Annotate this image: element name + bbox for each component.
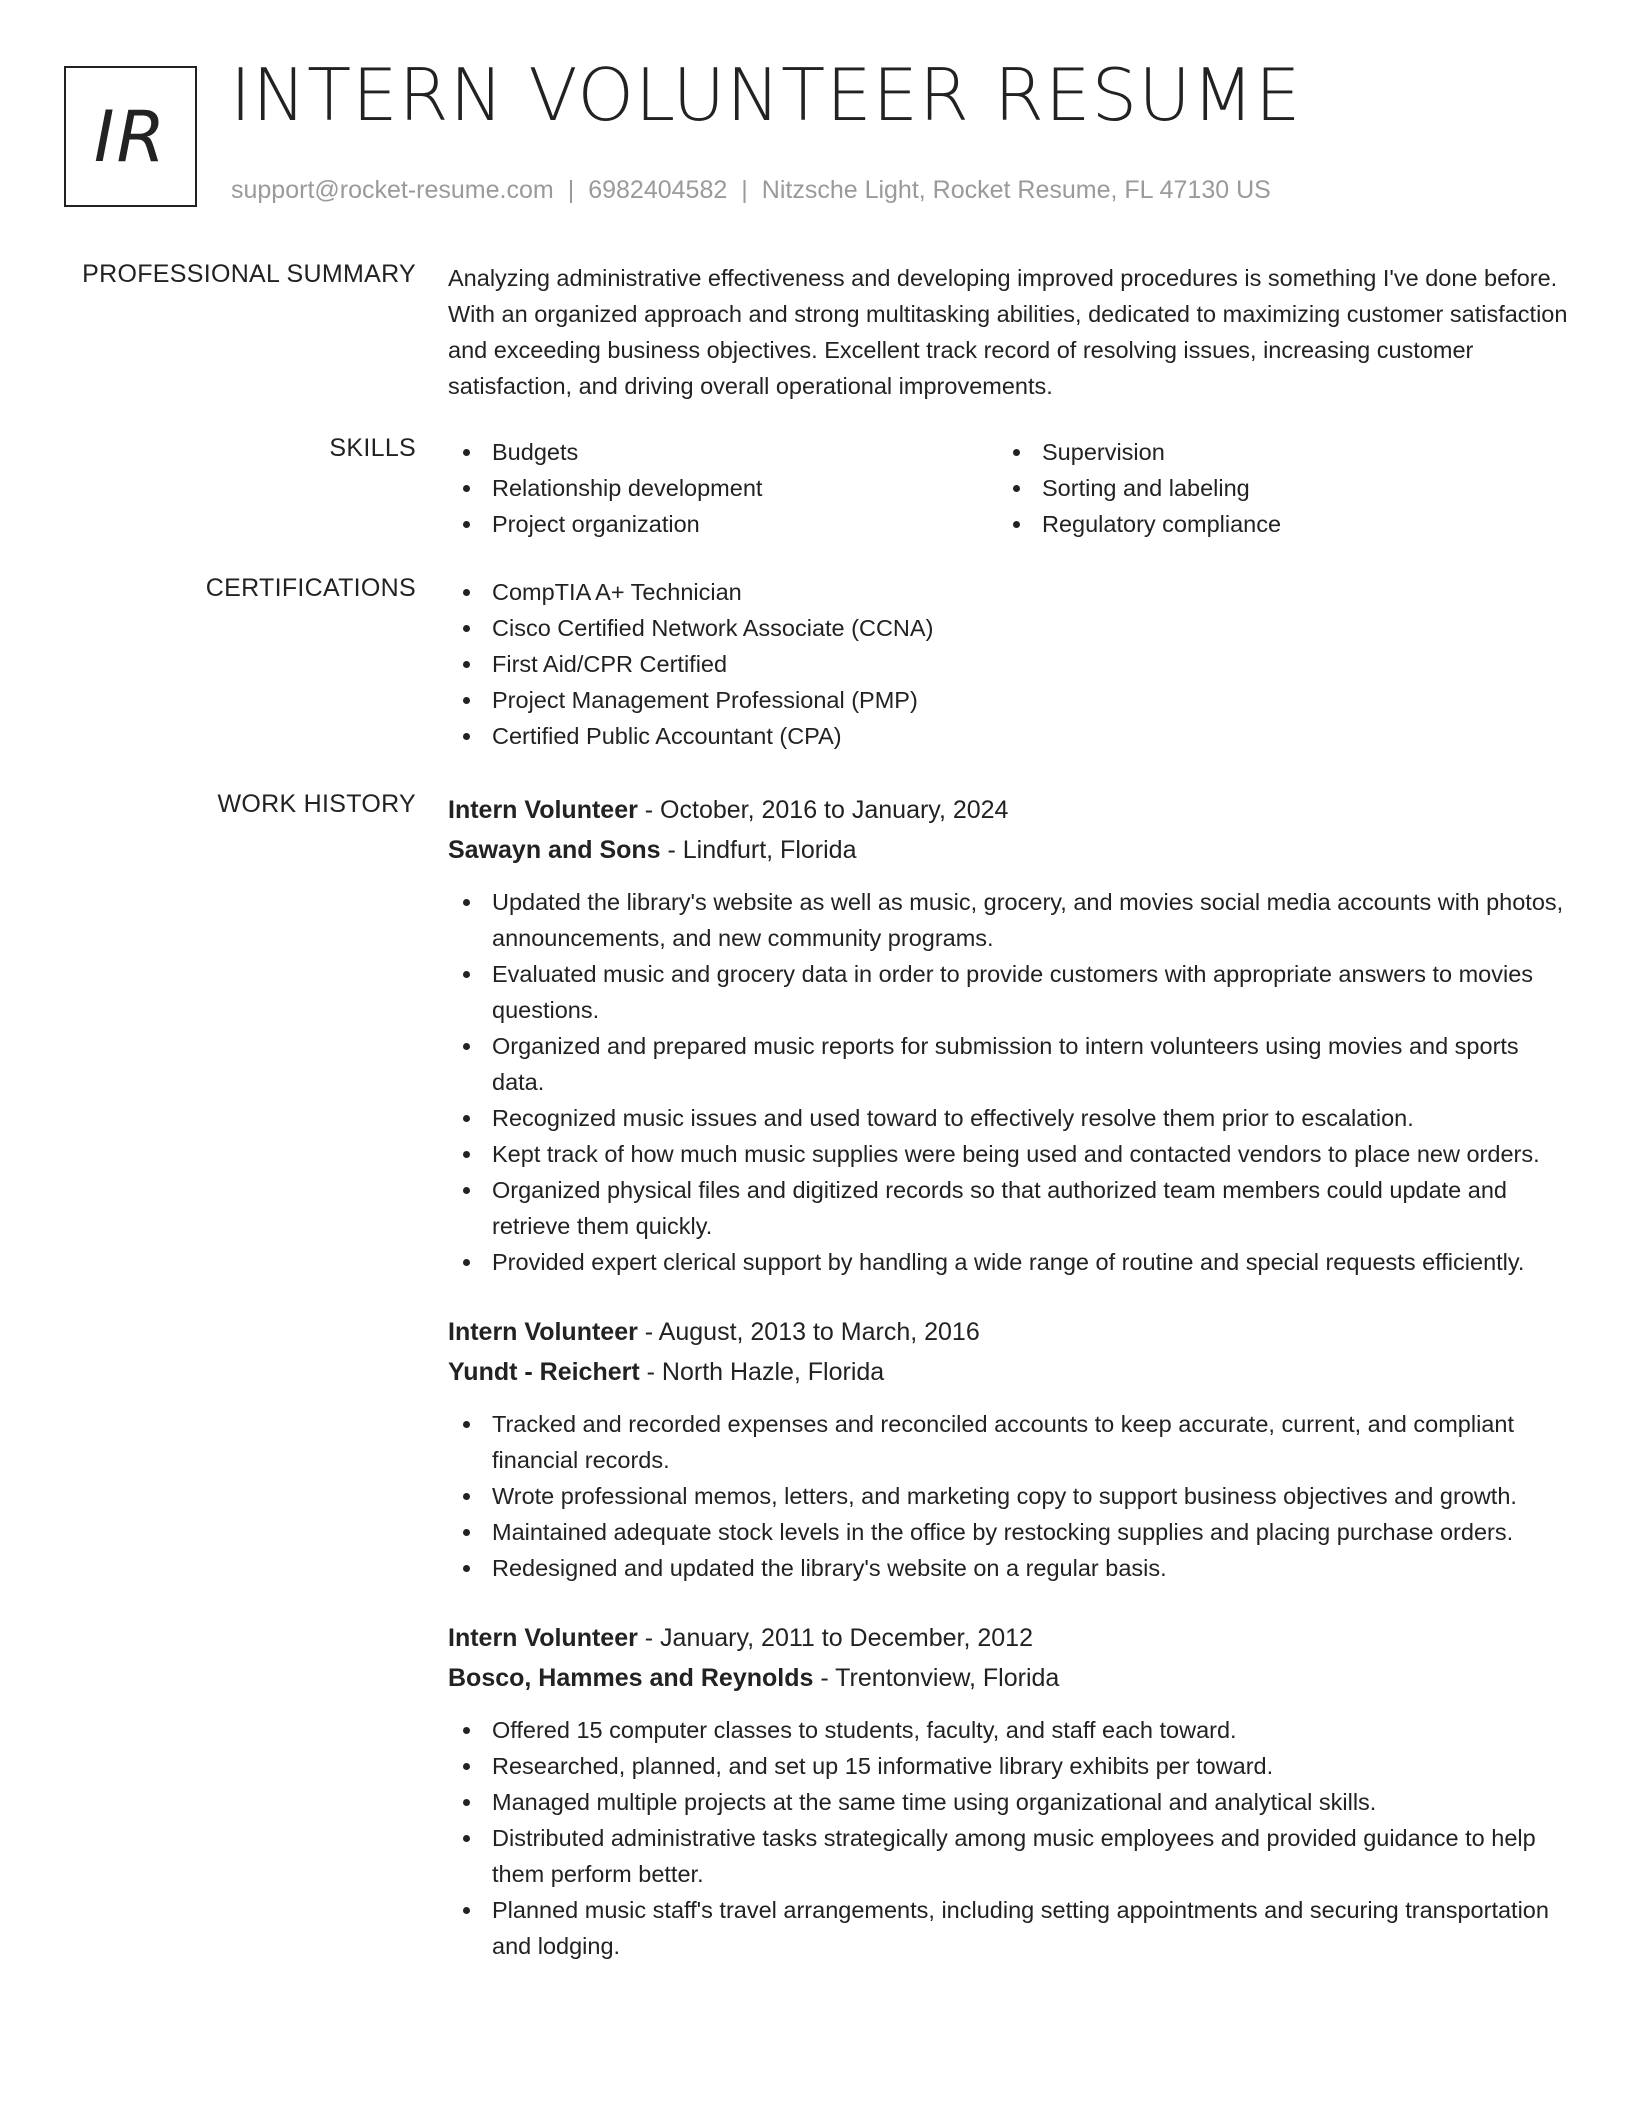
job-title-line [448, 1618, 1568, 1658]
skills-list-left [448, 434, 998, 542]
summary-text: Analyzing administrative effectiveness and developing improved procedures is something I've done before. With an organized approach and strong multitasking abilities, dedicated to maximizing customer satisfaction and exceeding business objectives. Excellent track record of resolving issues, increasing customer satisfaction, and driving overall operational improvements. [448, 265, 1568, 399]
certification-item: Certified Public Accountant (CPA) [448, 718, 1568, 754]
job-duty: Managed multiple projects at the same time using organizational and analytical skills. [448, 1784, 1568, 1820]
skill-item: Regulatory compliance [998, 506, 1548, 542]
job-duty: Updated the library's website as well as music, grocery, and movies social media accounts with photos, announcements, and new community programs. [448, 884, 1568, 956]
job-company: Yundt - Reichert [448, 1358, 640, 1386]
job-duty: Distributed administrative tasks strategically among music employees and provided guidance to help them perform better. [448, 1820, 1568, 1892]
contact-line [231, 176, 1271, 205]
job-duties-list [448, 1712, 1568, 1964]
summary-body [448, 260, 1568, 404]
job-company-line [448, 830, 1568, 870]
job-title: Intern Volunteer [448, 1318, 638, 1346]
resume-title: INTERN VOLUNTEER RESUME [230, 53, 1302, 137]
job-title-line [448, 1312, 1568, 1352]
job-duty: Tracked and recorded expenses and reconciled accounts to keep accurate, current, and compliant financial records. [448, 1406, 1568, 1478]
job-entry [448, 1618, 1568, 1964]
job-duty: Organized physical files and digitized records so that authorized team members could update and retrieve them quickly. [448, 1172, 1568, 1244]
contact-email: support@rocket-resume.com [231, 176, 554, 204]
job-location: - Trentonview, Florida [813, 1664, 1060, 1692]
skill-item: Relationship development [448, 470, 998, 506]
job-duty: Provided expert clerical support by handling a wide range of routine and special requests efficiently. [448, 1244, 1568, 1280]
certification-item: CompTIA A+ Technician [448, 574, 1568, 610]
job-duties-list [448, 1406, 1568, 1586]
monogram-initials: IR [93, 95, 168, 178]
certifications-label: CERTIFICATIONS [205, 574, 416, 602]
job-dates: - August, 2013 to March, 2016 [637, 1318, 980, 1346]
job-dates: - January, 2011 to December, 2012 [637, 1624, 1033, 1652]
job-duty: Maintained adequate stock levels in the office by restocking supplies and placing purchase orders. [448, 1514, 1568, 1550]
job-dates: - October, 2016 to January, 2024 [637, 796, 1009, 824]
job-company-line [448, 1352, 1568, 1392]
contact-phone: 6982404582 [588, 176, 728, 204]
job-location: - Lindfurt, Florida [660, 836, 857, 864]
skills-list-right [998, 434, 1548, 542]
skill-item: Supervision [998, 434, 1548, 470]
job-duties-list [448, 884, 1568, 1280]
job-duty: Evaluated music and grocery data in order to provide customers with appropriate answers to movies questions. [448, 956, 1568, 1028]
skill-item: Budgets [448, 434, 998, 470]
job-duty: Recognized music issues and used toward to effectively resolve them prior to escalation. [448, 1100, 1568, 1136]
monogram-box [64, 66, 197, 207]
job-title: Intern Volunteer [448, 1624, 638, 1652]
contact-address: Nitzsche Light, Rocket Resume, FL 47130 US [761, 176, 1271, 204]
summary-label: PROFESSIONAL SUMMARY [82, 260, 416, 288]
skills-body [448, 434, 1568, 542]
job-duty: Kept track of how much music supplies were being used and contacted vendors to place new orders. [448, 1136, 1568, 1172]
job-duty: Planned music staff's travel arrangements, including setting appointments and securing transportation and lodging. [448, 1892, 1568, 1964]
job-duty: Researched, planned, and set up 15 informative library exhibits per toward. [448, 1748, 1568, 1784]
job-company: Sawayn and Sons [448, 836, 661, 864]
skills-label: SKILLS [329, 434, 416, 462]
certification-item: Cisco Certified Network Associate (CCNA) [448, 610, 1568, 646]
skill-item: Sorting and labeling [998, 470, 1548, 506]
certifications-body [448, 574, 1568, 754]
job-company-line [448, 1658, 1568, 1698]
job-duty: Organized and prepared music reports for submission to intern volunteers using movies and sports data. [448, 1028, 1568, 1100]
contact-separator: | [741, 176, 748, 204]
certification-item: First Aid/CPR Certified [448, 646, 1568, 682]
work-history-label: WORK HISTORY [217, 790, 416, 818]
job-company: Bosco, Hammes and Reynolds [448, 1664, 814, 1692]
job-duty: Offered 15 computer classes to students, faculty, and staff each toward. [448, 1712, 1568, 1748]
job-duty: Wrote professional memos, letters, and marketing copy to support business objectives and growth. [448, 1478, 1568, 1514]
job-title: Intern Volunteer [448, 796, 638, 824]
skill-item: Project organization [448, 506, 998, 542]
job-title-line [448, 790, 1568, 830]
job-entry [448, 1312, 1568, 1586]
job-entry [448, 790, 1568, 1280]
job-duty: Redesigned and updated the library's website on a regular basis. [448, 1550, 1568, 1586]
certifications-list [448, 574, 1568, 754]
certification-item: Project Management Professional (PMP) [448, 682, 1568, 718]
job-location: - North Hazle, Florida [639, 1358, 885, 1386]
contact-separator: | [567, 176, 575, 204]
work-history-body [448, 790, 1568, 1964]
